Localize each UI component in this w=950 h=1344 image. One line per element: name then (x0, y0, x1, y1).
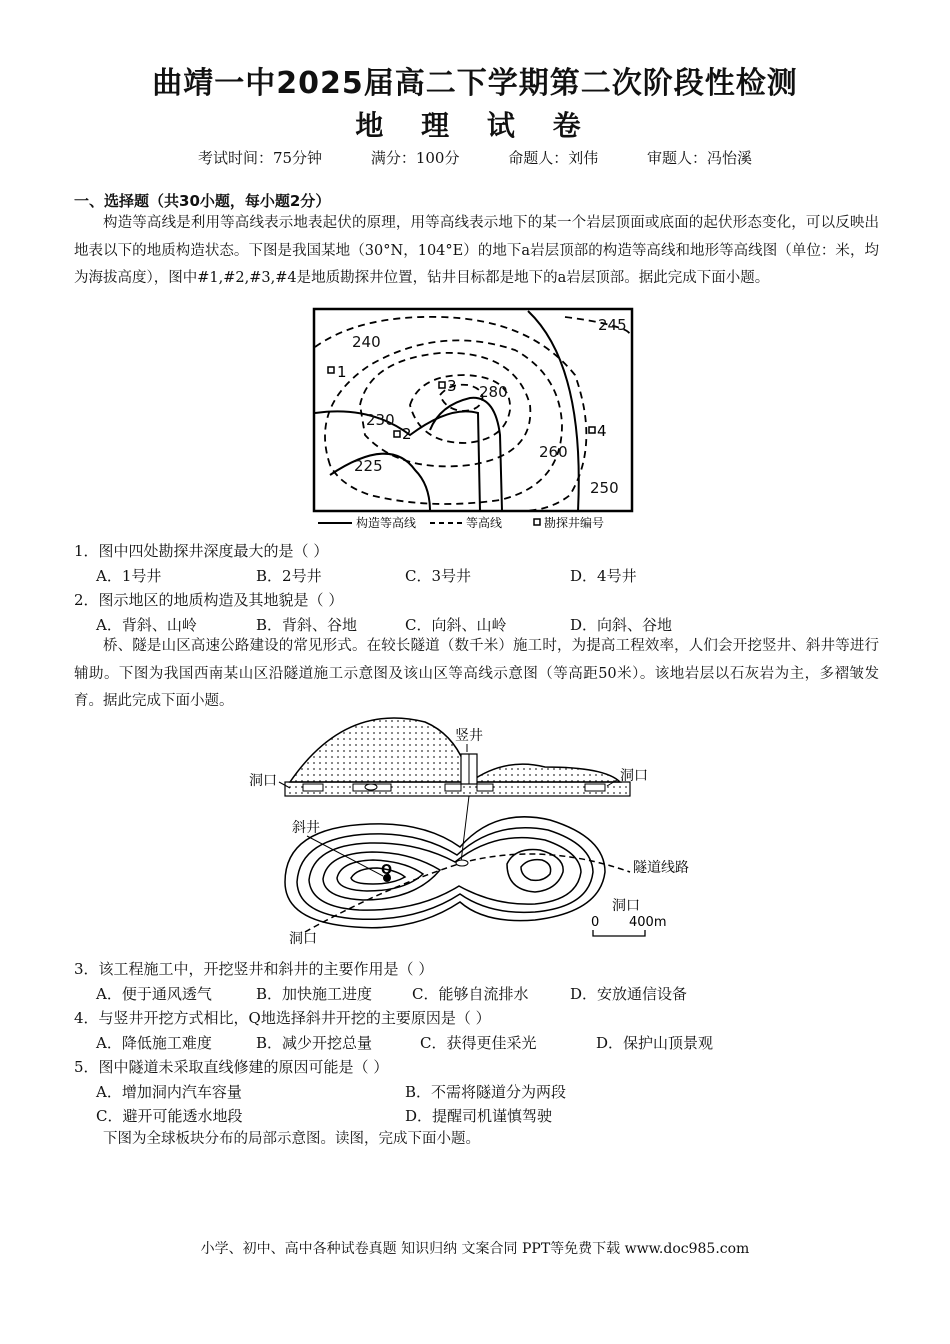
contour-line (351, 868, 405, 884)
contour-label: 280 (479, 383, 508, 401)
portal-label-map-right: 洞口 (612, 898, 640, 914)
structure-contour-map (300, 305, 645, 535)
contour-line (521, 860, 551, 881)
option-d: D．保护山顶景观 (596, 1034, 714, 1052)
question-3 (74, 958, 433, 979)
route-label: 隧道线路 (633, 860, 689, 876)
option-c: C．向斜、山岭 (405, 616, 507, 634)
question-stem: 4．与竖井开挖方式相比，Q地选择斜井开挖的主要原因是（ ） (74, 1009, 491, 1027)
exam-meta (0, 147, 950, 168)
option-d: D．安放通信设备 (570, 985, 688, 1003)
tunnel-car (365, 784, 377, 790)
contour-label: 260 (539, 443, 568, 461)
contour-label: 230 (366, 411, 395, 429)
question-stem: 3．该工程施工中，开挖竖井和斜井的主要作用是（ ） (74, 960, 434, 978)
section-heading: 一、选择题（共30小题，每小题2分） (74, 192, 331, 210)
option-d: D．提醒司机谨慎驾驶 (405, 1107, 553, 1125)
option-d: D．向斜、谷地 (570, 616, 673, 634)
option-d: D．4号井 (570, 567, 637, 585)
leader-line (461, 796, 469, 862)
option-a: A．背斜、山岭 (96, 616, 197, 634)
tunnel-diagram (245, 712, 715, 952)
well-marker (439, 382, 445, 388)
well-label: 2 (402, 425, 412, 443)
exam-time: 考试时间：75分钟 (197, 149, 323, 167)
well-marker (328, 367, 334, 373)
question-2 (74, 589, 343, 610)
question-4 (74, 1007, 491, 1028)
page-footer: 小学、初中、高中各种试卷真题 知识归纳 文案合同 PPT等免费下载 www.doc985.com (200, 1241, 750, 1257)
intro-paragraph-2: 桥、隧是山区高速公路建设的常见形式。在较长隧道（数千米）施工时，为提高工程效率，人们会开挖竖井、斜井等进行辅助。下图为我国西南某山区沿隧道施工示意图及该山区等高线示意图（等高距50米）。该地岩层以石灰岩为主，多褶皱发育。据此完成下面小题。 (74, 638, 879, 709)
option-c: C．3号井 (405, 567, 472, 585)
portal-label-right: 洞口 (620, 768, 648, 784)
mountain-left (290, 718, 470, 782)
exam-title: 曲靖一中2025届高二下学期第二次阶段性检测 (152, 66, 798, 101)
tunnel-segment (303, 784, 323, 791)
well-label: 4 (597, 422, 607, 440)
option-b: B．背斜、谷地 (256, 616, 358, 634)
legend-label: 等高线 (466, 516, 503, 530)
portal-label-left: 洞口 (249, 773, 277, 789)
map-legend (318, 515, 604, 530)
contour-line (507, 850, 563, 892)
reviewer: 审题人：冯怡溪 (647, 149, 753, 167)
question-1 (74, 540, 328, 561)
contour-label: 225 (354, 457, 383, 475)
option-b: B．减少开挖总量 (256, 1034, 373, 1052)
option-b: B．2号井 (256, 567, 322, 585)
tunnel-segment (585, 784, 605, 791)
well-marker (589, 427, 595, 433)
option-a: A．降低施工难度 (96, 1034, 212, 1052)
question-5 (74, 1056, 388, 1077)
tunnel-segment (445, 784, 461, 791)
contour-label: 240 (352, 333, 381, 351)
well-label: 3 (447, 377, 457, 395)
intro-paragraph-1: 构造等高线是利用等高线表示地表起伏的原理，用等高线表示地下的某一个岩层顶面或底面的起伏形态变化，可以反映出地表以下的地质构造状态。下图是我国某地（30°N，104°E）的地下a岩层顶部的构造等高线和地形等高线图（单位：米，均为海拔高度），图中#1,#2,#3,#4是地质勘探井位置，钻井目标都是地下的a岩层顶部。据此完成下面小题。 (74, 215, 879, 286)
leader-line (307, 836, 383, 876)
setter: 命题人：刘伟 (508, 149, 599, 167)
question-stem: 2．图示地区的地质构造及其地貌是（ ） (74, 591, 344, 609)
question-stem: 5．图中隧道未采取直线修建的原因可能是（ ） (74, 1058, 389, 1076)
well-label: 1 (337, 363, 347, 381)
contour-map (285, 817, 605, 928)
intro-paragraph-3: 下图为全球板块分布的局部示意图。读图，完成下面小题。 (103, 1131, 480, 1147)
portal-label-map-left: 洞口 (289, 931, 317, 947)
contour-line (337, 860, 423, 891)
incline-label: 斜井 (292, 820, 320, 836)
option-a: A．增加洞内汽车容量 (96, 1083, 242, 1101)
option-a: A．1号井 (96, 567, 162, 585)
subject-title: 地 理 试 卷 (355, 109, 595, 142)
option-c: C．能够自流排水 (412, 985, 529, 1003)
legend-label: 勘探井编号 (544, 516, 605, 530)
legend-well-marker (534, 519, 540, 525)
mountain-right (470, 764, 620, 782)
legend-label: 构造等高线 (356, 516, 417, 530)
scale-bar (593, 930, 645, 936)
scale-zero: 0 (591, 915, 600, 930)
shaft-point (456, 860, 468, 866)
option-a: A．便于通风透气 (96, 985, 212, 1003)
tunnel-route (305, 854, 630, 932)
contour-label: 250 (590, 479, 619, 497)
full-score: 满分：100分 (370, 149, 460, 167)
point-q-label: Q (381, 863, 393, 878)
scale-length: 400m (629, 915, 667, 930)
option-c: C．避开可能透水地段 (96, 1107, 243, 1125)
shaft-label: 竖井 (455, 728, 483, 744)
well-marker (394, 431, 400, 437)
option-c: C．获得更佳采光 (420, 1034, 537, 1052)
contour-label: 245 (598, 316, 627, 334)
option-b: B．加快施工进度 (256, 985, 373, 1003)
tunnel-segment (477, 784, 493, 791)
question-stem: 1．图中四处勘探井深度最大的是（ ） (74, 542, 329, 560)
option-b: B．不需将隧道分为两段 (405, 1083, 567, 1101)
